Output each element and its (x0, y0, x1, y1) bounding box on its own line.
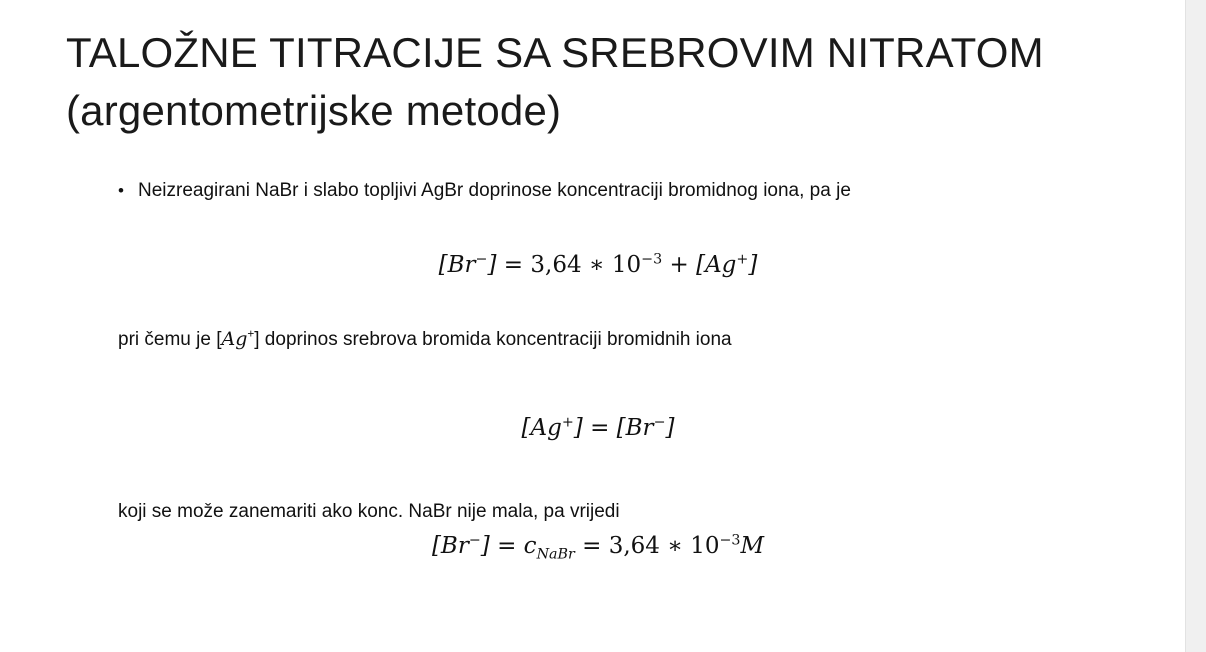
eq2-rhs-close: ] (665, 415, 675, 441)
eq1-rhs-open: [ (696, 252, 706, 278)
eq1-rhs-close: ] (748, 252, 758, 278)
eq3-c-symbol: c (523, 533, 537, 559)
eq3-lhs-open: [ (431, 533, 441, 559)
eq3-lhs-species: Br (440, 533, 469, 559)
eq2-equals: = (590, 415, 610, 441)
equation-3 (118, 532, 1078, 563)
eq3-lhs-close: ] (480, 533, 490, 559)
paragraph-1 (118, 326, 1078, 353)
equation-1 (118, 252, 1078, 278)
paragraph-1-sup: + (247, 327, 255, 341)
eq1-times: ∗ (588, 252, 605, 278)
eq1-lhs-species: Br (447, 252, 476, 278)
eq2-rhs-species: Br (625, 415, 654, 441)
eq1-lhs-charge: − (475, 251, 488, 268)
list-item (118, 178, 1078, 204)
eq3-coefficient: 3,64 (608, 533, 660, 559)
slide-body (118, 178, 1078, 563)
eq1-lhs-close: ] (487, 252, 497, 278)
eq1-rhs-species: Ag (705, 252, 737, 278)
eq1-exponent: −3 (641, 251, 663, 268)
eq1-plus: + (669, 252, 689, 278)
eq3-exponent: −3 (719, 532, 741, 549)
eq2-rhs-charge: − (653, 414, 666, 431)
paragraph-1-before: pri čemu je [ (118, 329, 222, 350)
eq1-base: 10 (611, 252, 642, 278)
eq3-base: 10 (690, 533, 720, 559)
eq2-rhs-open: [ (616, 415, 626, 441)
equation-2 (118, 415, 1078, 441)
paragraph-1-after: ] doprinos srebrova bromida koncentraciji bromidnih iona (254, 329, 732, 350)
eq2-lhs-species: Ag (530, 415, 562, 441)
paragraph-1-italic: Ag (221, 328, 248, 350)
paragraph-2: koji se može zanemariti ako konc. NaBr nije mala, pa vrijedi (118, 501, 620, 522)
bullet-text: Neizreagirani NaBr i slabo topljivi AgBr doprinose koncentraciji bromidnog iona, pa je (138, 180, 851, 201)
page-title: TALOŽNE TITRACIJE SA SREBROVIM NITRATOM (argentometrijske metode) (66, 29, 1044, 134)
eq3-times: ∗ (667, 533, 683, 559)
eq1-equals: = (503, 252, 524, 278)
eq3-equals-1: = (497, 533, 517, 559)
eq1-lhs-open: [ (438, 252, 448, 278)
eq2-lhs-charge: + (561, 414, 574, 431)
eq1-rhs-charge: + (736, 251, 749, 268)
eq3-unit: M (740, 533, 765, 559)
eq3-equals-2: = (582, 533, 602, 559)
eq2-lhs-open: [ (521, 415, 531, 441)
eq3-lhs-charge: − (468, 532, 481, 549)
eq3-c-subscript: NaBr (536, 546, 575, 563)
eq2-lhs-close: ] (573, 415, 583, 441)
bullet-marker: • (118, 181, 124, 200)
right-gutter (1185, 0, 1206, 652)
eq1-coefficient: 3,64 (530, 252, 582, 278)
